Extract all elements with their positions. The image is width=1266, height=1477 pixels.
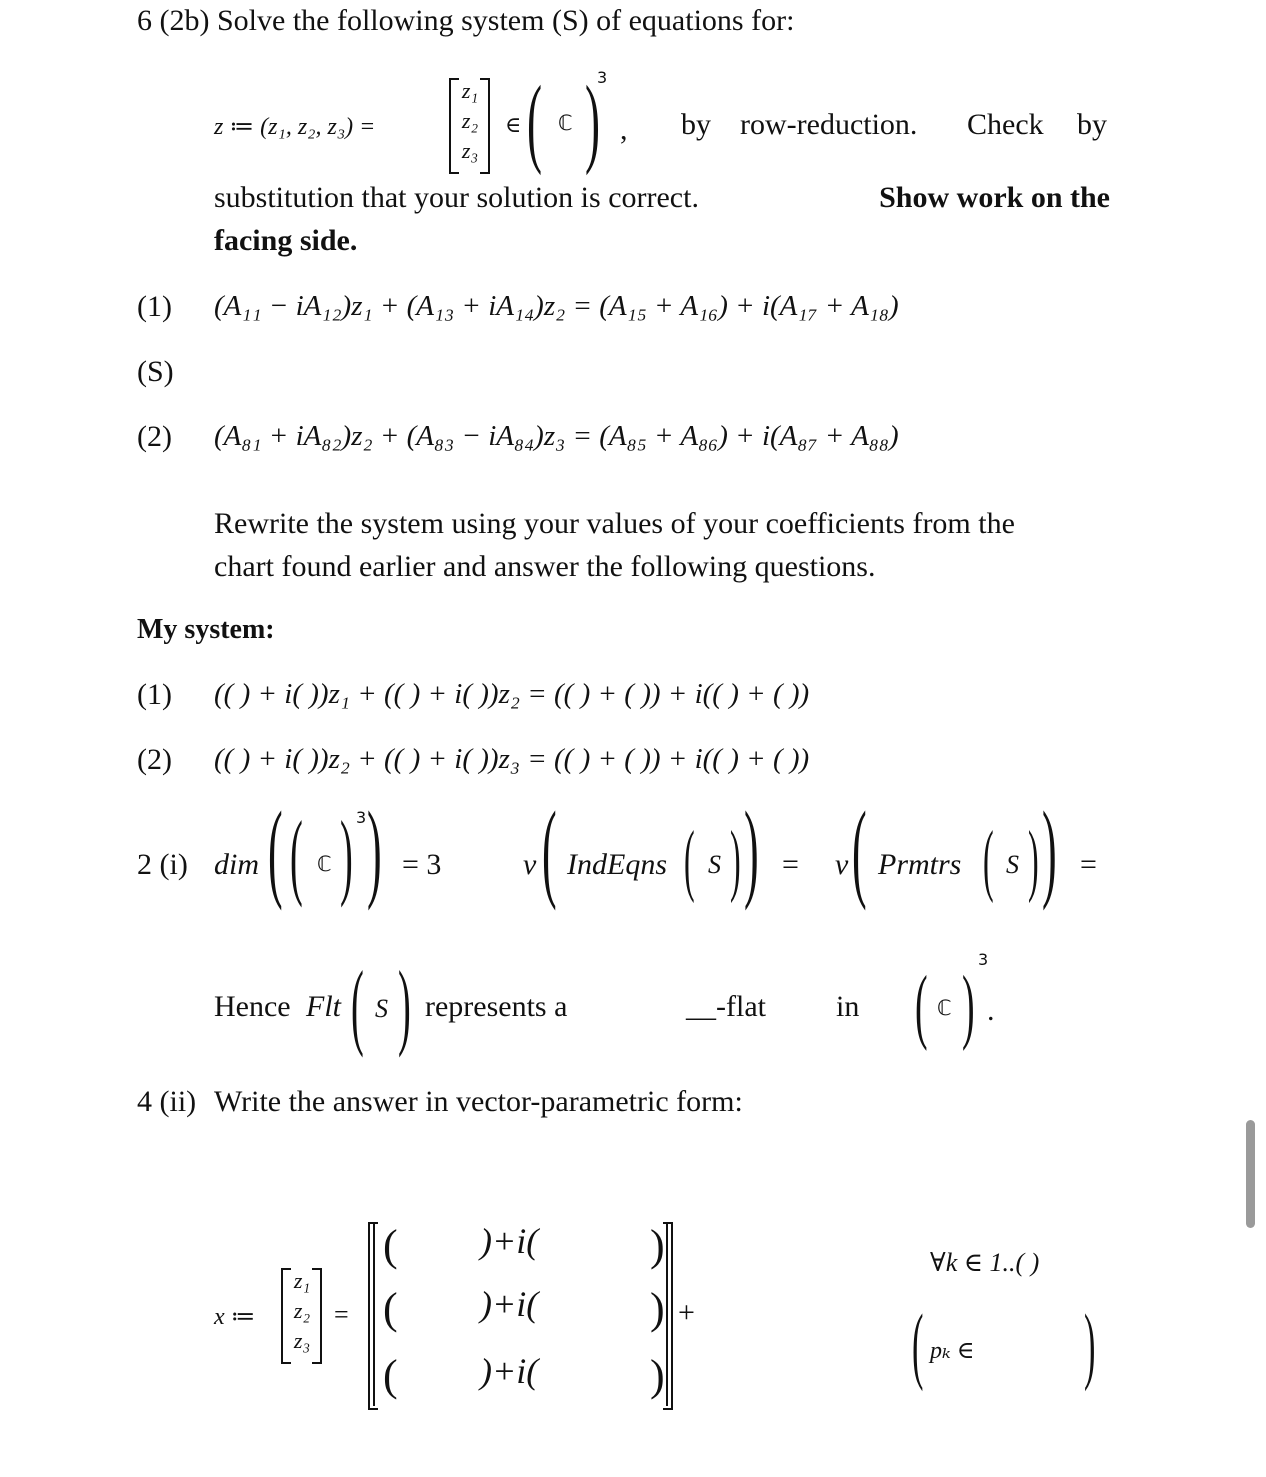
rewrite-line-2: chart found earlier and answer the following questions. [214,550,876,583]
x-vector-entry-3: z₃ [293,1328,311,1353]
flt-open-paren: ( [351,951,364,1058]
answer-row-1-open: ( [383,1221,398,1270]
answer-left-bracket-inner [373,1222,383,1406]
nu2-open-paren: ( [852,789,867,911]
indeqns-text: IndEqns [567,848,667,881]
field-open-paren: ( [527,65,542,176]
text-by-2: by [1077,108,1107,141]
my-eq1-label: (1) [137,678,172,711]
my-equation-2: (( ) + i( ))z₂ + (( ) + i( ))z₃ = (( ) + ( )) + i(( ) + ( )) [214,743,810,775]
z-vector-entry-2: z₂ [461,108,479,133]
eq1-label: (1) [137,290,172,323]
my-equation-1: (( ) + i( ))z₁ + (( ) + i( ))z₂ = (( ) + ( )) + i(( ) + ( )) [214,678,810,710]
part-i-label: 2 (i) [137,848,188,881]
element-of-symbol: ∈ [505,112,522,137]
flat-blank: __-flat [686,990,766,1023]
answer-row-1-close: ) [650,1221,665,1270]
instructions-bold: Show work on the [879,181,1110,214]
my-system-heading: My system: [137,614,275,645]
system-s-1: S [708,850,721,879]
hence-text: Hence [214,990,291,1023]
x-vector-entry-1: z₁ [293,1268,311,1293]
nu1-close-paren: ) [744,789,759,911]
pk-element-of: pₖ ∈ [930,1338,975,1364]
dim-field-symbol: ℂ [317,852,332,876]
answer-row-3-open: ( [383,1351,398,1400]
dim-inner-close-paren: ) [340,801,353,908]
dim-field-exponent: 3 [356,808,367,827]
nu1-open-paren: ( [542,789,557,911]
z-definition: z ≔ (z₁, z₂, z₃) = [214,114,376,140]
vertical-scrollbar[interactable] [1246,1120,1255,1228]
equals-b: = [1080,848,1097,881]
answer-right-bracket-inner [658,1222,668,1406]
flt-close-paren: ) [398,951,411,1058]
instructions-normal: substitution that your solution is correct. [214,181,699,214]
equals-a: = [782,848,799,881]
hence-field-open-paren: ( [915,959,928,1052]
pk-open-paren: ( [912,1296,924,1392]
part-ii-instruction: Write the answer in vector-parametric form: [214,1085,743,1118]
dim-inner-open-paren: ( [290,801,303,908]
hence-field-symbol: ℂ [937,996,952,1020]
x-vector-right-bracket [312,1268,322,1364]
dim-outer-close-paren: ) [367,789,382,911]
dim-outer-open-paren: ( [268,789,283,911]
flt-system-s: S [375,994,388,1023]
text-row-reduction: row-reduction. [740,108,918,141]
s1-close-paren: ) [730,816,741,904]
hence-field-exponent: 3 [978,950,989,969]
eq2-label: (2) [137,420,172,453]
text-check: Check [967,108,1044,141]
x-definition: x ≔ [214,1304,256,1330]
instructions-line-2 [214,181,1110,215]
system-label: (S) [137,355,174,388]
general-equation-2: (A₈₁ + iA₈₂)z₂ + (A₈₃ − iA₈₄)z₃ = (A₈₅ + A₈₆) + i(A₈₇ + A₈₈) [214,420,899,452]
text-by: by [681,108,711,141]
my-eq2-label: (2) [137,743,172,776]
answer-row-2-close: ) [650,1284,665,1333]
dim-text: dim [214,848,259,881]
field-exponent: 3 [597,68,608,87]
s1-open-paren: ( [684,816,695,904]
x-vector-entry-2: z₂ [293,1298,311,1323]
s2-open-paren: ( [983,816,994,904]
answer-row-1-mid: )+i( [480,1221,539,1261]
prmtrs-text: Prmtrs [878,848,962,881]
represents-text: represents a [425,990,568,1023]
answer-row-2-open: ( [383,1284,398,1333]
z-vector-right-bracket [480,78,490,174]
s2-close-paren: ) [1028,816,1039,904]
pk-close-paren: ) [1084,1296,1096,1392]
system-s-2: S [1006,850,1019,879]
complex-field-symbol: ℂ [558,111,573,135]
general-equation-1: (A₁₁ − iA₁₂)z₁ + (A₁₃ + iA₁₄)z₂ = (A₁₅ + A₁₆) + i(A₁₇ + A₁₈) [214,290,899,322]
hence-dot: . [987,994,995,1027]
instructions-line-3: facing side. [214,224,358,257]
plus-sign: + [678,1296,695,1329]
in-text: in [836,990,860,1023]
flt-text: Flt [306,990,341,1023]
x-equals: = [334,1300,349,1329]
part-ii-label: 4 (ii) [137,1085,197,1118]
nu2-close-paren: ) [1042,789,1057,911]
z-vector-entry-1: z₁ [461,78,479,103]
answer-row-2-mid: )+i( [480,1284,539,1324]
forall-k-range: ∀k ∈ 1..( ) [930,1248,1040,1277]
dim-equals-3: = 3 [402,848,442,881]
z-vector-entry-3: z₃ [461,138,479,163]
rewrite-line-1: Rewrite the system using your values of your coefficients from the [214,507,1015,540]
field-close-paren: ) [585,65,600,176]
hence-field-close-paren: ) [962,959,975,1052]
answer-row-3-mid: )+i( [480,1351,539,1391]
problem-title: 6 (2b) Solve the following system (S) of equations for: [137,4,795,37]
answer-row-3-close: ) [650,1351,665,1400]
nu-symbol-1: ν [523,848,537,881]
nu-symbol-2: ν [835,848,849,881]
comma: , [620,113,628,146]
